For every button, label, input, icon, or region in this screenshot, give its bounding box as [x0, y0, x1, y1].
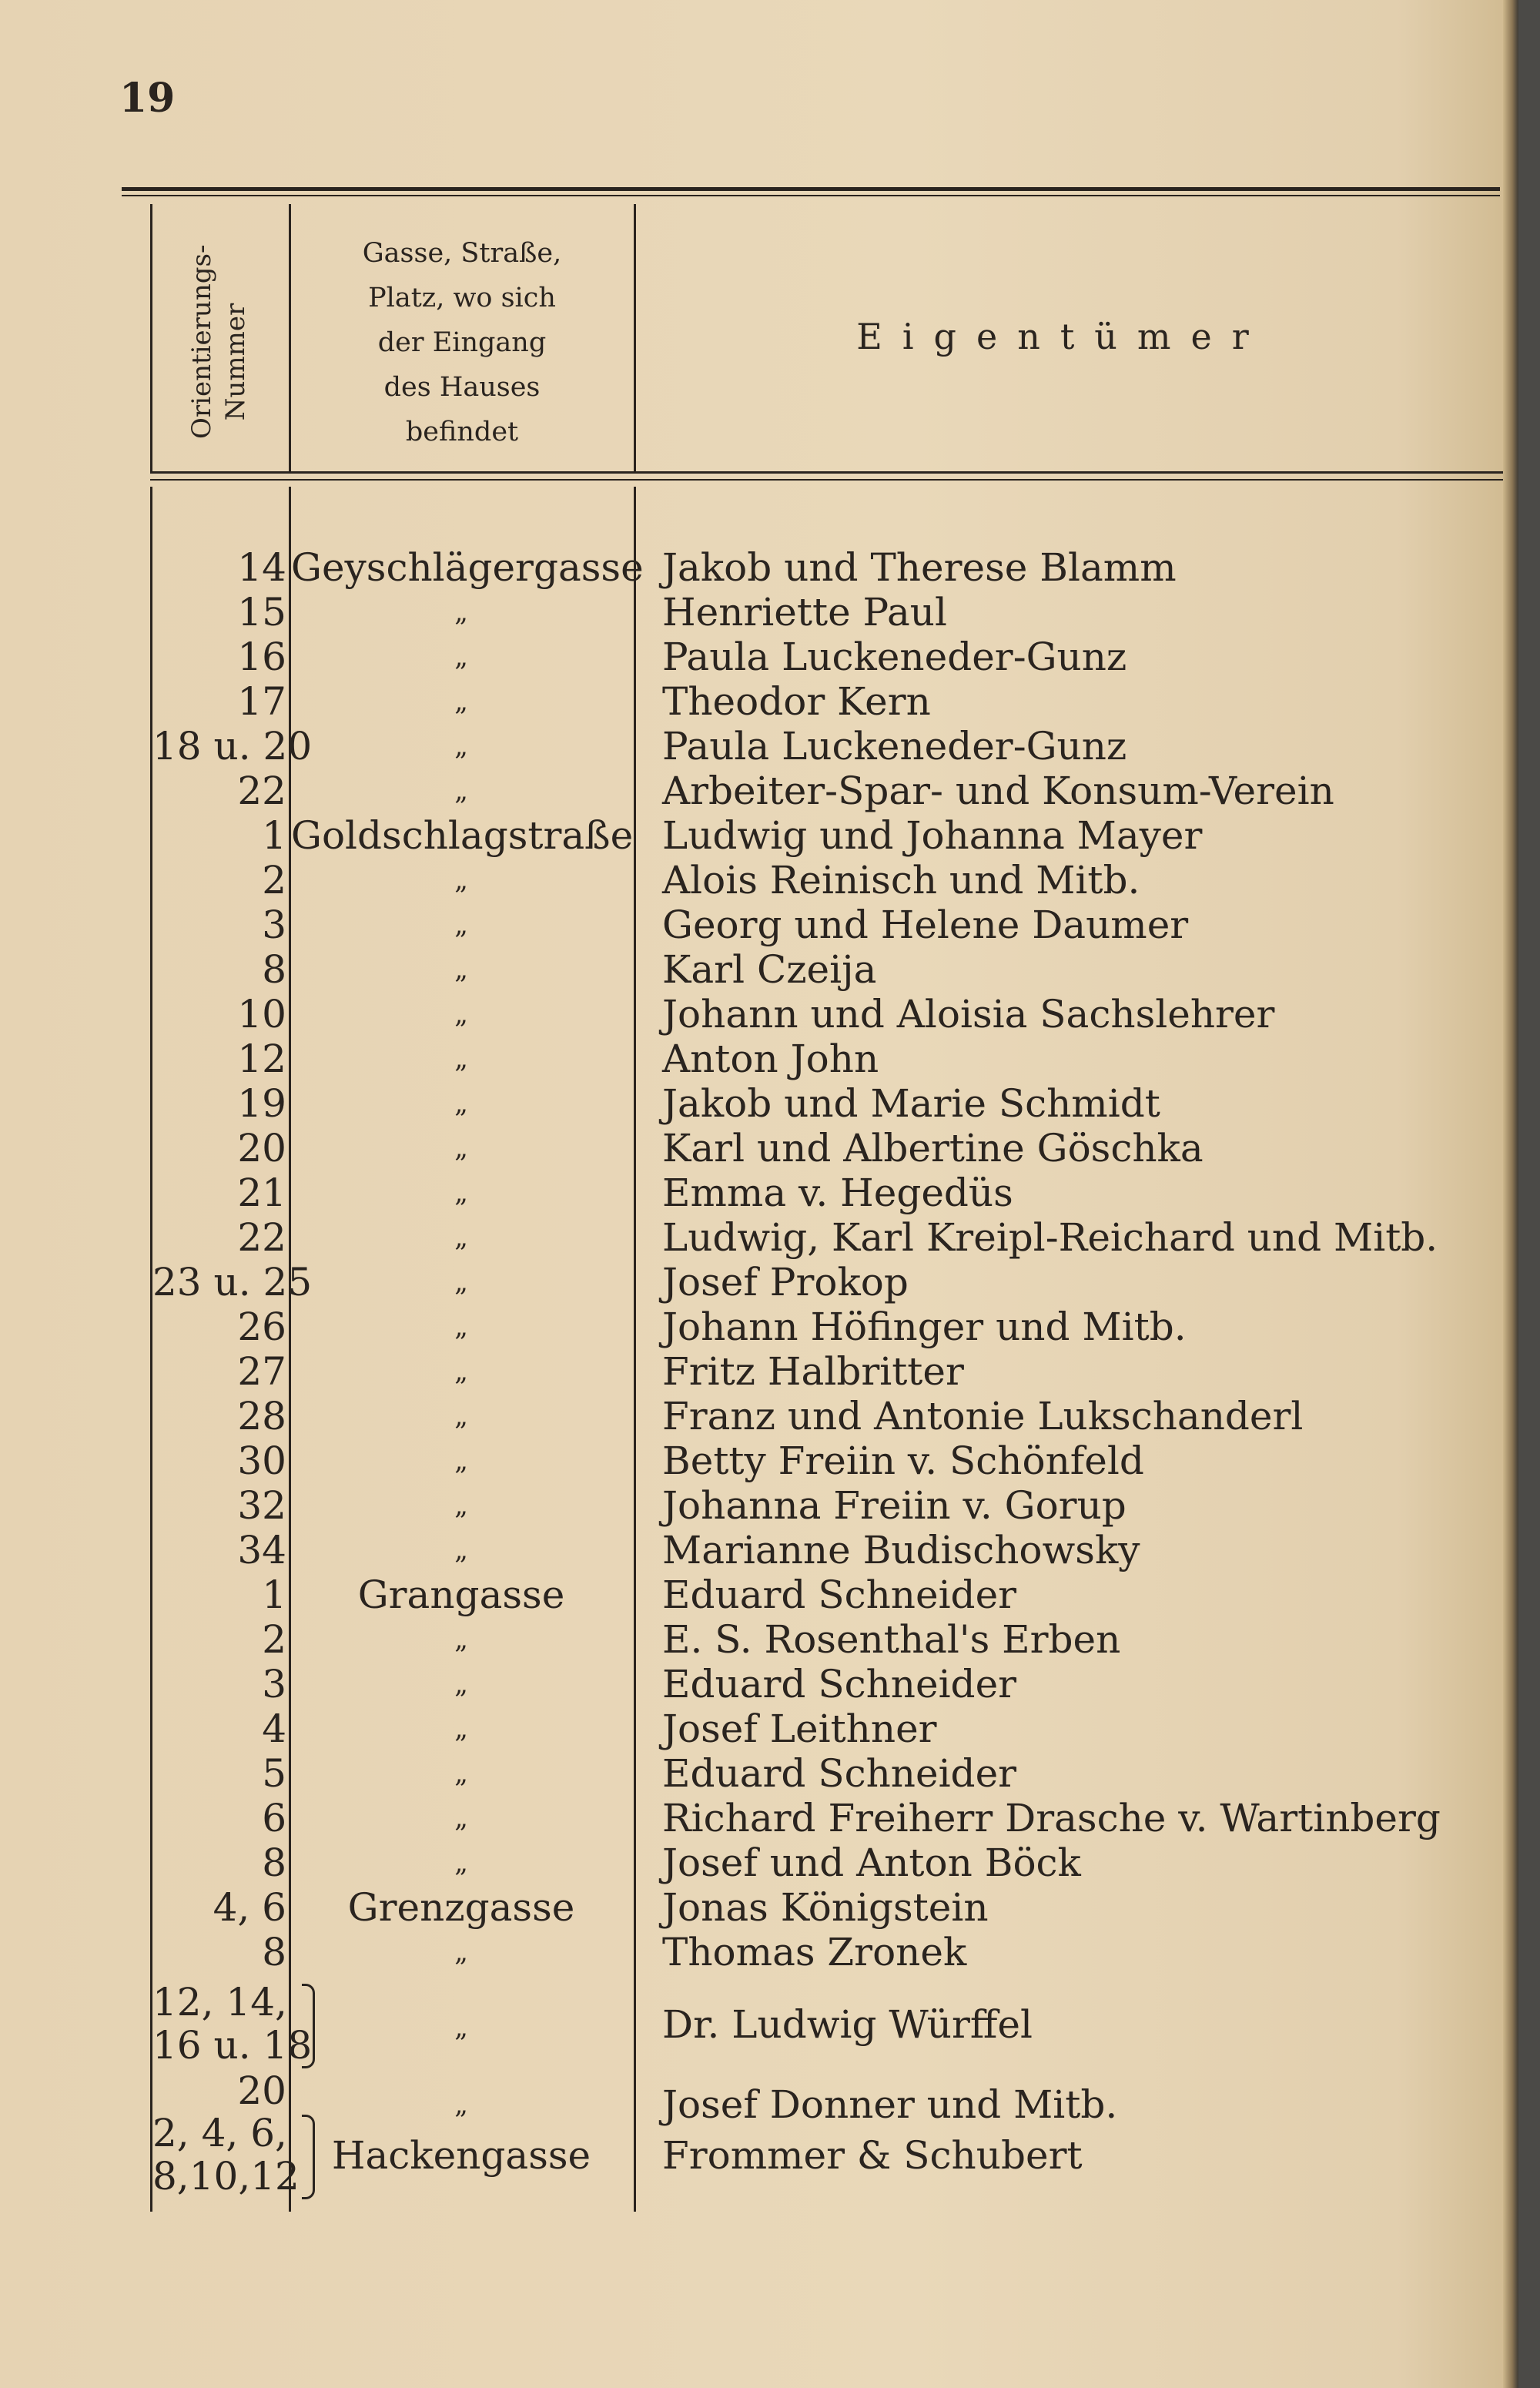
- owner-cell: Jakob und Marie Schmidt: [662, 1081, 1160, 1126]
- number-cell: 17: [237, 679, 286, 724]
- number-cell: 4: [262, 1706, 286, 1751]
- owner-cell: Frommer & Schubert: [662, 2133, 1083, 2178]
- table-row: [0, 1930, 1518, 1974]
- header-number: [185, 244, 262, 439]
- street-cell: „: [454, 909, 468, 940]
- column-divider: [634, 204, 636, 471]
- number-cell: 1: [262, 1572, 286, 1617]
- owner-cell: Josef und Anton Böck: [662, 1840, 1081, 1885]
- owner-cell: Johann Höfinger und Mitb.: [662, 1305, 1187, 1349]
- owner-cell: Ludwig und Johanna Mayer: [662, 813, 1203, 858]
- page-number: 19: [119, 75, 176, 122]
- street-cell: „: [454, 1311, 468, 1342]
- table-row: [0, 1796, 1518, 1840]
- number-line: 12, 14,: [152, 1980, 287, 2025]
- table-row: [0, 903, 1518, 947]
- street-cell: „: [454, 1847, 468, 1878]
- owner-cell: Karl und Albertine Göschka: [662, 1126, 1204, 1171]
- number-cell: 10: [237, 992, 286, 1037]
- number-cell: 22: [237, 1215, 286, 1260]
- street-cell: „: [454, 775, 468, 806]
- street-cell: „: [454, 1937, 468, 1968]
- table-row: [0, 1438, 1518, 1483]
- owner-cell: Marianne Budischowsky: [662, 1528, 1140, 1572]
- number-cell: 21: [237, 1171, 286, 1215]
- street-cell: Grangasse: [357, 1572, 565, 1617]
- table-row: [0, 1981, 1518, 2070]
- table-row: [0, 1037, 1518, 1081]
- table-row: [0, 1751, 1518, 1796]
- number-cell: 14: [237, 545, 286, 590]
- table-row: [0, 1394, 1518, 1438]
- number-cell: 26: [237, 1305, 286, 1349]
- column-divider: [289, 204, 291, 471]
- street-cell: „: [454, 865, 468, 896]
- street-cell: „: [454, 1713, 468, 1744]
- table-row: [0, 769, 1518, 813]
- table-row: [0, 1483, 1518, 1528]
- number-cell: 8: [262, 1930, 286, 1974]
- number-cell: 3: [262, 903, 286, 947]
- number-line: 8,10,12: [152, 2154, 300, 2199]
- number-cell: 5: [262, 1751, 286, 1796]
- table-row: [0, 2068, 1518, 2127]
- table-row: [0, 724, 1518, 769]
- street-cell: „: [454, 731, 468, 762]
- street-cell: „: [454, 597, 468, 628]
- street-cell: „: [454, 641, 468, 672]
- owner-cell: Eduard Schneider: [662, 1662, 1017, 1706]
- street-cell: „: [454, 1043, 468, 1074]
- owner-cell: Richard Freiherr Drasche v. Wartinberg: [662, 1796, 1441, 1840]
- number-cell: 20: [237, 1126, 286, 1171]
- street-cell: „: [454, 2089, 468, 2120]
- street-cell: „: [454, 1088, 468, 1119]
- street-cell: „: [454, 1177, 468, 1208]
- owner-cell: Alois Reinisch und Mitb.: [662, 858, 1140, 903]
- number-cell: 3: [262, 1662, 286, 1706]
- owner-cell: Betty Freiin v. Schönfeld: [662, 1438, 1144, 1483]
- owner-cell: Jonas Königstein: [662, 1885, 989, 1930]
- number-cell: [152, 2111, 300, 2199]
- number-cell: 27: [237, 1349, 286, 1394]
- street-cell: „: [454, 1133, 468, 1164]
- street-cell: Hackengasse: [331, 2133, 591, 2178]
- table-row: [0, 858, 1518, 903]
- header-number-line1: Orientierungs-: [186, 244, 217, 439]
- owner-cell: Emma v. Hegedüs: [662, 1171, 1013, 1215]
- owner-cell: Johanna Freiin v. Gorup: [662, 1483, 1127, 1528]
- number-cell: 28: [237, 1394, 286, 1438]
- street-cell: Goldschlagstraße: [291, 813, 634, 858]
- table-row: [0, 1662, 1518, 1706]
- table-row: [0, 1840, 1518, 1885]
- number-cell: 4, 6: [213, 1885, 286, 1930]
- owner-cell: Eduard Schneider: [662, 1572, 1017, 1617]
- street-cell: „: [454, 1490, 468, 1521]
- owner-cell: Dr. Ludwig Würffel: [662, 2002, 1033, 2047]
- street-cell: Geyschlägergasse: [291, 545, 644, 590]
- street-cell: „: [454, 999, 468, 1030]
- street-cell: „: [454, 1401, 468, 1432]
- street-cell: „: [454, 1222, 468, 1253]
- table-row: [0, 1885, 1518, 1930]
- owner-cell: Anton John: [662, 1037, 879, 1081]
- table-row: [0, 813, 1518, 858]
- top-rule-thin: [122, 195, 1500, 196]
- column-divider: [150, 204, 152, 471]
- number-cell: 18 u. 20: [152, 724, 313, 769]
- street-cell: „: [454, 1267, 468, 1298]
- table-row: [0, 1260, 1518, 1305]
- street-cell: Grenzgasse: [347, 1885, 575, 1930]
- number-cell: 20: [237, 2068, 286, 2113]
- street-cell: „: [454, 1535, 468, 1566]
- table-row: [0, 1349, 1518, 1394]
- number-cell: 8: [262, 947, 286, 992]
- owner-cell: Ludwig, Karl Kreipl-Reichard und Mitb.: [662, 1215, 1438, 1260]
- number-line: 2, 4, 6,: [152, 2111, 287, 2155]
- table-row: [0, 992, 1518, 1037]
- owner-cell: Johann und Aloisia Sachslehrer: [662, 992, 1275, 1037]
- top-rule: [122, 187, 1500, 191]
- number-cell: 16: [237, 635, 286, 679]
- header-rule-thin: [150, 479, 1503, 481]
- number-cell: 23 u. 25: [152, 1260, 313, 1305]
- street-cell: „: [454, 1669, 468, 1700]
- header-owner: Eigentümer: [856, 316, 1269, 357]
- table-row: [0, 2112, 1518, 2201]
- table-row: [0, 1171, 1518, 1215]
- street-cell: „: [454, 1758, 468, 1789]
- table-row: [0, 1081, 1518, 1126]
- number-cell: 6: [262, 1796, 286, 1840]
- street-cell: „: [454, 1803, 468, 1834]
- number-cell: 8: [262, 1840, 286, 1885]
- owner-cell: Franz und Antonie Lukschanderl: [662, 1394, 1304, 1438]
- table-row: [0, 679, 1518, 724]
- number-cell: 19: [237, 1081, 286, 1126]
- table-row: [0, 1126, 1518, 1171]
- table-row: [0, 1528, 1518, 1572]
- number-cell: 1: [262, 813, 286, 858]
- owner-cell: Georg und Helene Daumer: [662, 903, 1189, 947]
- owner-cell: Josef Prokop: [662, 1260, 909, 1305]
- table-row: [0, 1305, 1518, 1349]
- table-row: [0, 590, 1518, 635]
- header-rule: [150, 471, 1503, 474]
- table-row: [0, 1572, 1518, 1617]
- street-cell: „: [454, 1624, 468, 1655]
- number-cell: 12: [237, 1037, 286, 1081]
- owner-cell: Eduard Schneider: [662, 1751, 1017, 1796]
- owner-cell: Josef Leithner: [662, 1706, 937, 1751]
- number-cell: 2: [262, 858, 286, 903]
- owner-cell: E. S. Rosenthal's Erben: [662, 1617, 1121, 1662]
- street-cell: „: [454, 1356, 468, 1387]
- owner-cell: Arbeiter-Spar- und Konsum-Verein: [662, 769, 1334, 813]
- table-row: [0, 947, 1518, 992]
- number-line: 16 u. 18: [152, 2023, 313, 2068]
- number-cell: 32: [237, 1483, 286, 1528]
- table-row: [0, 635, 1518, 679]
- number-cell: 22: [237, 769, 286, 813]
- table-row: [0, 1706, 1518, 1751]
- header-street: Gasse, Straße, Platz, wo sich der Eingang des Hauses befindet: [362, 238, 562, 447]
- table-row: [0, 1215, 1518, 1260]
- header-number-line2: Nummer: [220, 303, 251, 421]
- owner-cell: Thomas Zronek: [662, 1930, 967, 1974]
- owner-cell: Fritz Halbritter: [662, 1349, 964, 1394]
- number-cell: 2: [262, 1617, 286, 1662]
- street-cell: „: [454, 954, 468, 985]
- owner-cell: Henriette Paul: [662, 590, 947, 635]
- number-cell: 15: [237, 590, 286, 635]
- number-cell: [152, 1980, 313, 2068]
- owner-cell: Karl Czeija: [662, 947, 877, 992]
- table-row: [0, 545, 1518, 590]
- street-cell: „: [454, 2012, 468, 2043]
- number-cell: 34: [237, 1528, 286, 1572]
- owner-cell: Paula Luckeneder-Gunz: [662, 635, 1127, 679]
- table-row: [0, 1617, 1518, 1662]
- owner-cell: Josef Donner und Mitb.: [662, 2082, 1118, 2127]
- owner-cell: Theodor Kern: [662, 679, 931, 724]
- street-cell: „: [454, 1445, 468, 1476]
- number-cell: 30: [237, 1438, 286, 1483]
- owner-cell: Paula Luckeneder-Gunz: [662, 724, 1127, 769]
- owner-cell: Jakob und Therese Blamm: [662, 545, 1177, 590]
- street-cell: „: [454, 686, 468, 717]
